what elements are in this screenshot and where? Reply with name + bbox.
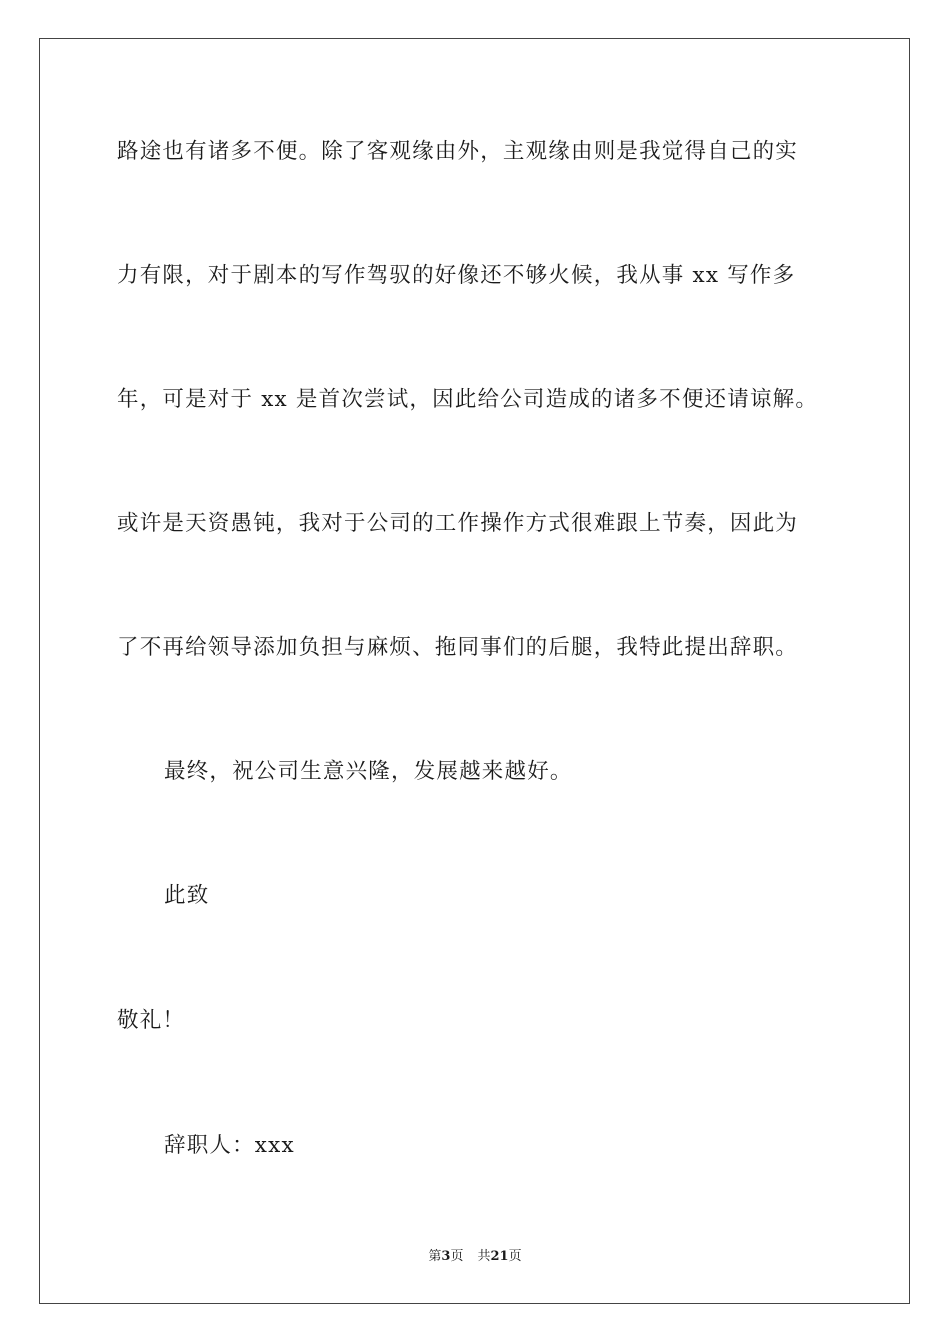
salutation-jingli: 敬礼！: [117, 1008, 186, 1033]
page-footer: [0, 1249, 950, 1265]
body-line-1: 路途也有诸多不便。除了客观缘由外，主观缘由则是我觉得自己的实: [117, 139, 799, 164]
total-pages: 21: [490, 1249, 509, 1264]
body-line-2: 力有限，对于剧本的写作驾驭的好像还不够火候，我从事 xx 写作多: [117, 263, 796, 288]
page-number: 3: [441, 1249, 451, 1264]
body-line-3: 年，可是对于 xx 是首次尝试，因此给公司造成的诸多不便还请谅解。: [117, 387, 819, 412]
body-line-5: 了不再给领导添加负担与麻烦、拖同事们的后腿，我特此提出辞职。: [117, 635, 799, 660]
signature: 辞职人：xxx: [164, 1133, 295, 1158]
salutation-cizhi: 此致: [164, 883, 210, 908]
closing-wish: 最终，祝公司生意兴隆，发展越来越好。: [164, 759, 573, 784]
page-suffix: 页: [450, 1249, 464, 1264]
page-border: [39, 38, 910, 1304]
page-prefix: 第: [428, 1249, 442, 1264]
total-suffix: 页: [508, 1249, 522, 1264]
total-prefix: 共: [477, 1249, 491, 1264]
body-line-4: 或许是天资愚钝，我对于公司的工作操作方式很难跟上节奏，因此为: [117, 511, 799, 536]
